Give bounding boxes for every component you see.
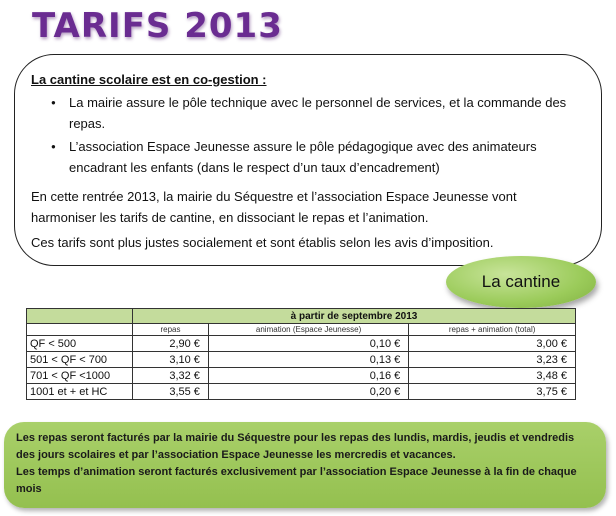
- cell-animation: 0,13 €: [208, 352, 408, 368]
- row-label: 501 < QF < 700: [27, 352, 133, 368]
- column-header-animation: animation (Espace Jeunesse): [208, 324, 408, 336]
- cell-total: 3,23 €: [409, 352, 576, 368]
- table-row: [27, 368, 576, 384]
- cell-repas: 3,32 €: [133, 368, 209, 384]
- info-bullet-list: [55, 92, 579, 178]
- cell-animation: 0,20 €: [208, 384, 408, 400]
- info-paragraph-rentree: En cette rentrée 2013, la mairie du Séquestre et l’association Espace Jeunesse vont harmoniser les tarifs de cantine, en dissociant le repas et l’animation.: [31, 189, 517, 225]
- cell-repas: 3,10 €: [133, 352, 209, 368]
- row-label: 1001 et + et HC: [27, 384, 133, 400]
- table-corner-cell: [27, 309, 133, 324]
- info-heading: La cantine scolaire est en co-gestion :: [31, 72, 267, 87]
- column-header-repas: repas: [133, 324, 209, 336]
- table-row: [27, 352, 576, 368]
- info-box: [14, 54, 602, 266]
- cell-total: 3,00 €: [409, 336, 576, 352]
- row-label: QF < 500: [27, 336, 133, 352]
- row-label: 701 < QF <1000: [27, 368, 133, 384]
- page-title: TARIFS 2013: [32, 6, 283, 46]
- info-bullet-mairie: ● La mairie assure le pôle technique avec le personnel de services, et la commande des repas.: [55, 92, 579, 134]
- table-column-header-row: [27, 324, 576, 336]
- table-row: [27, 384, 576, 400]
- cell-total: 3,48 €: [409, 368, 576, 384]
- cantine-badge: La cantine: [446, 256, 596, 308]
- cell-animation: 0,16 €: [208, 368, 408, 384]
- info-paragraph-tarifs: Ces tarifs sont plus justes socialement et sont établis selon les avis d’imposition.: [31, 235, 494, 250]
- notice-repas-billing: Les repas seront facturés par la mairie du Séquestre pour les repas des lundis, mardis, jeudis et vendredis des jours scolaires et par l’association Espace Jeunesse les mercredis et vacances.: [16, 432, 575, 461]
- info-bullet-association: ● L’association Espace Jeunesse assure le pôle pédagogique avec des animateurs encadrant les enfants (dans le respect d’un taux d’encadrement): [55, 136, 579, 178]
- billing-notice: [4, 422, 606, 508]
- table-period-row: [27, 309, 576, 324]
- cell-repas: 3,55 €: [133, 384, 209, 400]
- table-corner-cell: [27, 324, 133, 336]
- cell-repas: 2,90 €: [133, 336, 209, 352]
- cell-total: 3,75 €: [409, 384, 576, 400]
- table-row: [27, 336, 576, 352]
- tarif-table: [26, 308, 576, 400]
- table-period-header: à partir de septembre 2013: [133, 309, 576, 324]
- notice-animation-billing: Les temps d’animation seront facturés exclusivement par l’association Espace Jeunesse à la fin de chaque mois: [16, 466, 577, 495]
- cell-animation: 0,10 €: [208, 336, 408, 352]
- column-header-total: repas + animation (total): [409, 324, 576, 336]
